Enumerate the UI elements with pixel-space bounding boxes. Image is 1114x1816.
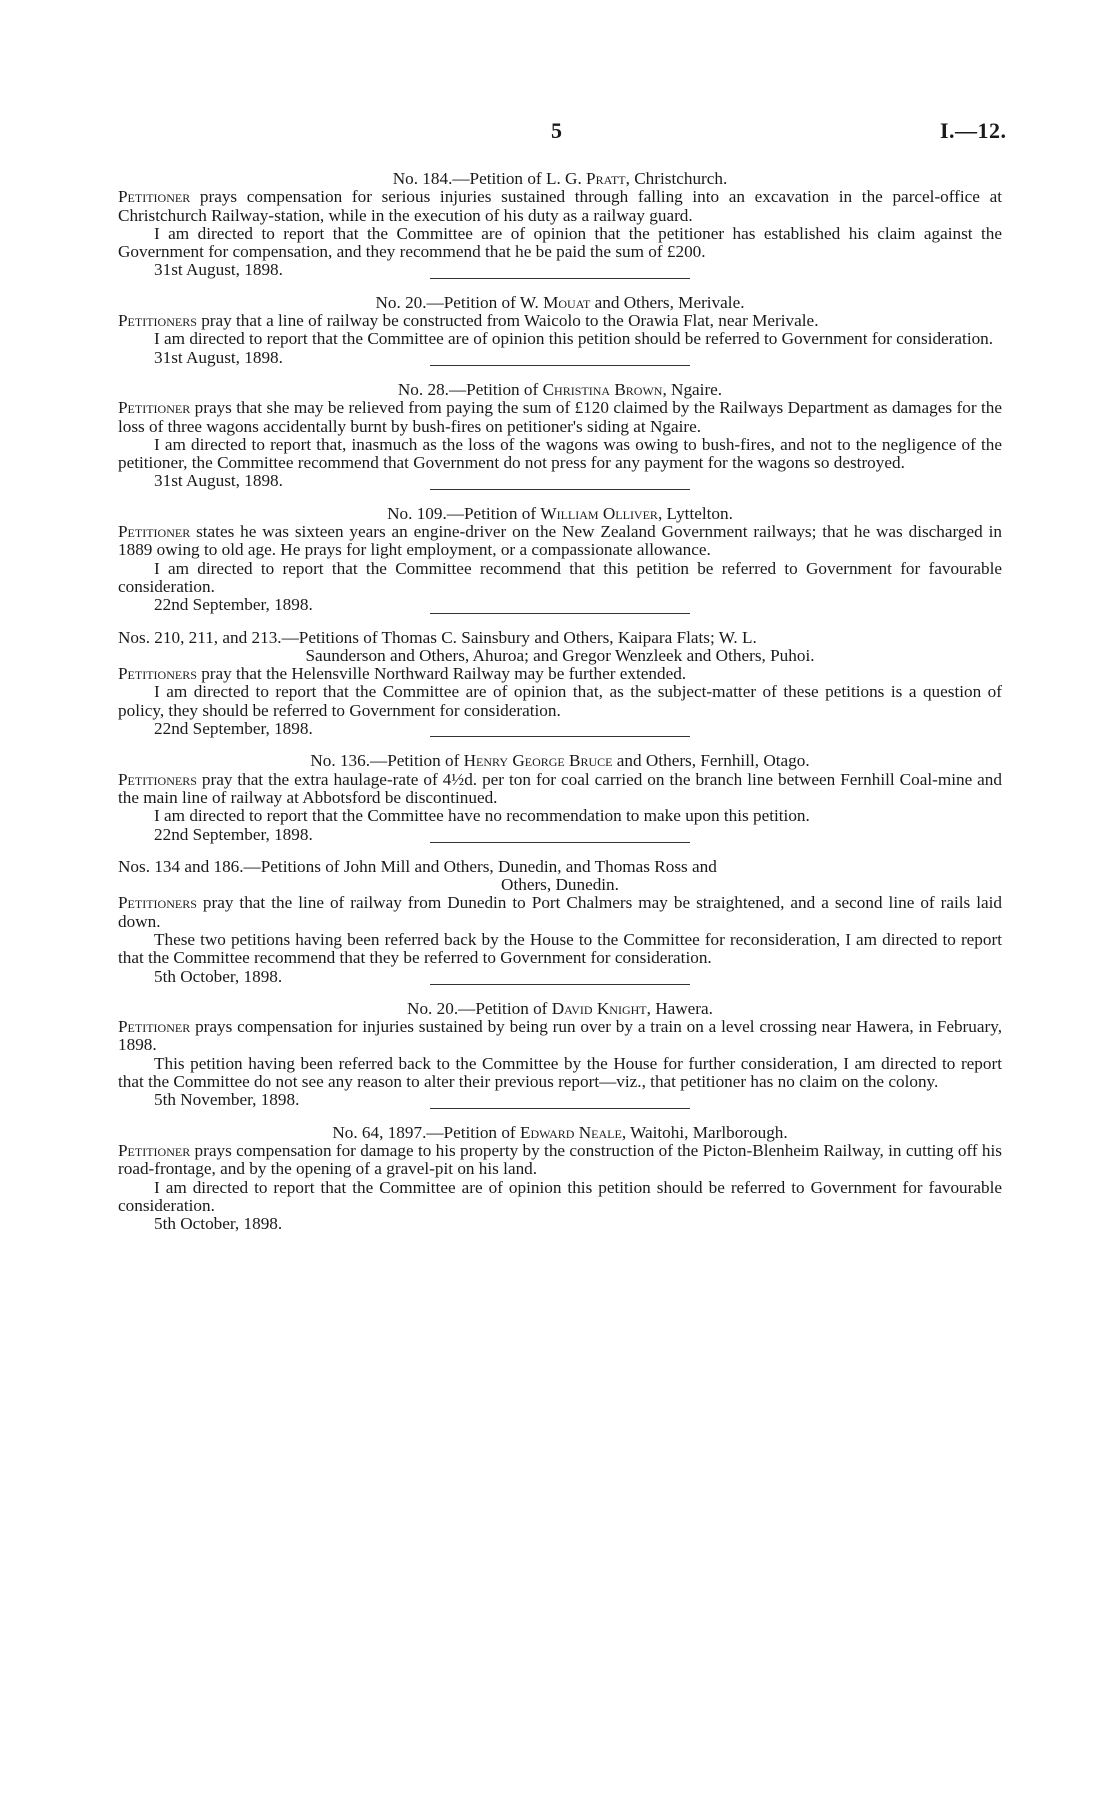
petition-title: No. 184.—Petition of L. G. Pratt, Christchurch. <box>392 169 728 188</box>
petition-entry <box>118 170 1002 279</box>
petition-prayer: Petitioner prays compensation for serious injuries sustained through falling into an excavation in the parcel-office at Christchurch Railway-station, while in the execution of his duty as a railway guard. <box>118 187 1002 225</box>
petition-entry <box>118 381 1002 490</box>
petition-entry <box>118 629 1002 738</box>
petition-entry <box>118 1124 1002 1234</box>
petition-title: No. 20.—Petition of David Knight, Hawera. <box>407 998 713 1018</box>
petition-entry <box>118 752 1002 842</box>
petition-title: No. 136.—Petition of Henry George Bruce and Others, Fernhill, Otago. <box>310 751 810 771</box>
report-date: 31st August, 1898. <box>154 471 283 491</box>
committee-report: This petition having been referred back to the Committee by the House for further consideration, I am directed to report that the Committee do not see any reason to alter their previous report—viz., that petitioner has no claim on the colony. <box>118 1053 1002 1092</box>
committee-report: I am directed to report that the Committee are of opinion that, as the subject-matter of these petitions is a question of policy, they should be referred to Government for consideration. <box>118 682 1002 720</box>
petition-prayer: Petitioner states he was sixteen years an engine-driver on the New Zealand Government railways; that he was discharged in 1889 owing to old age. He prays for light employment, or a compassionate allowance. <box>118 522 1002 560</box>
committee-report: These two petitions having been referred back by the House to the Committee for reconsideration, I am directed to report that the Committee recommend that they be referred to Government for consideration. <box>118 929 1002 968</box>
page-number: 5 <box>551 118 562 143</box>
committee-report: I am directed to report that the Committee are of opinion that the petitioner has established his claim against the Government for compensation, and they recommend that he be paid the sum of £200. <box>118 223 1002 262</box>
petition-entry <box>118 858 1002 985</box>
report-date: 5th November, 1898. <box>154 1090 300 1110</box>
document-reference: I.—12. <box>940 118 1007 143</box>
petition-title: Nos. 134 and 186.—Petitions of John Mill and Others, Dunedin, and Thomas Ross and Others, Dunedin. <box>118 856 717 895</box>
petition-title: No. 109.—Petition of William Olliver, Lyttelton. <box>387 503 733 523</box>
petition-title: No. 28.—Petition of Christina Brown, Ngaire. <box>397 379 723 399</box>
petition-prayer: Petitioners pray that the line of railway from Dunedin to Port Chalmers may be straightened, and a second line of rails laid down. <box>118 893 1002 931</box>
petitions-list <box>118 170 1002 1233</box>
report-date: 31st August, 1898. <box>154 347 283 367</box>
committee-report: I am directed to report that the Committee are of opinion this petition should be referred to Government for consideration. <box>154 329 994 349</box>
petition-prayer: Petitioners pray that the extra haulage-rate of 4½d. per ton for coal carried on the branch line between Fernhill Coal-mine and the main line of railway at Abbotsford be discontinued. <box>118 769 1002 807</box>
petition-entry <box>118 294 1002 366</box>
petition-prayer: Petitioner prays compensation for injuries sustained by being run over by a train on a level crossing near Hawera, in February, 1898. <box>118 1017 1002 1055</box>
petition-prayer: Petitioners pray that a line of railway be constructed from Waicolo to the Orawia Flat, near Merivale. <box>118 311 819 331</box>
report-date: 31st August, 1898. <box>154 260 283 280</box>
petition-title: Nos. 210, 211, and 213.—Petitions of Thomas C. Sainsbury and Others, Kaipara Flats; W. L. Saunderson and Others, Ahuroa; and Gregor Wenzleek and Others, Puhoi. <box>118 627 815 665</box>
petition-entry <box>118 1000 1002 1109</box>
report-date: 22nd September, 1898. <box>154 824 313 844</box>
committee-report: I am directed to report that the Committee recommend that this petition be referred to Government for favourable consideration. <box>118 558 1002 596</box>
committee-report: I am directed to report that the Committee have no recommendation to make upon this petition. <box>154 806 810 826</box>
petition-prayer: Petitioner prays that she may be relieved from paying the sum of £120 claimed by the Railways Department as damages for the loss of three wagons accidentally burnt by bush-fires on petitioner's siding at Ngaire. <box>118 398 1002 436</box>
petition-prayer: Petitioners pray that the Helensville Northward Railway may be further extended. <box>118 664 687 684</box>
report-date: 22nd September, 1898. <box>154 595 313 615</box>
petition-title: No. 64, 1897.—Petition of Edward Neale, Waitohi, Marlborough. <box>332 1122 788 1142</box>
petition-prayer: Petitioner prays compensation for damage to his property by the construction of the Picton-Blenheim Railway, in cutting off his road-frontage, and by the opening of a gravel-pit on his land. <box>118 1140 1002 1179</box>
report-date: 22nd September, 1898. <box>154 719 313 739</box>
petition-title: No. 20.—Petition of W. Mouat and Others, Merivale. <box>375 292 745 312</box>
report-date: 5th October, 1898. <box>154 1214 283 1234</box>
committee-report: I am directed to report that, inasmuch as the loss of the wagons was owing to bush-fires, and not to the negligence of the petitioner, the Committee recommend that Government do not press for any payment for the wagons so destroyed. <box>118 434 1002 473</box>
committee-report: I am directed to report that the Committee are of opinion this petition should be referred to Government for favourable consideration. <box>118 1177 1002 1215</box>
petition-entry <box>118 505 1002 614</box>
report-date: 5th October, 1898. <box>154 966 283 986</box>
